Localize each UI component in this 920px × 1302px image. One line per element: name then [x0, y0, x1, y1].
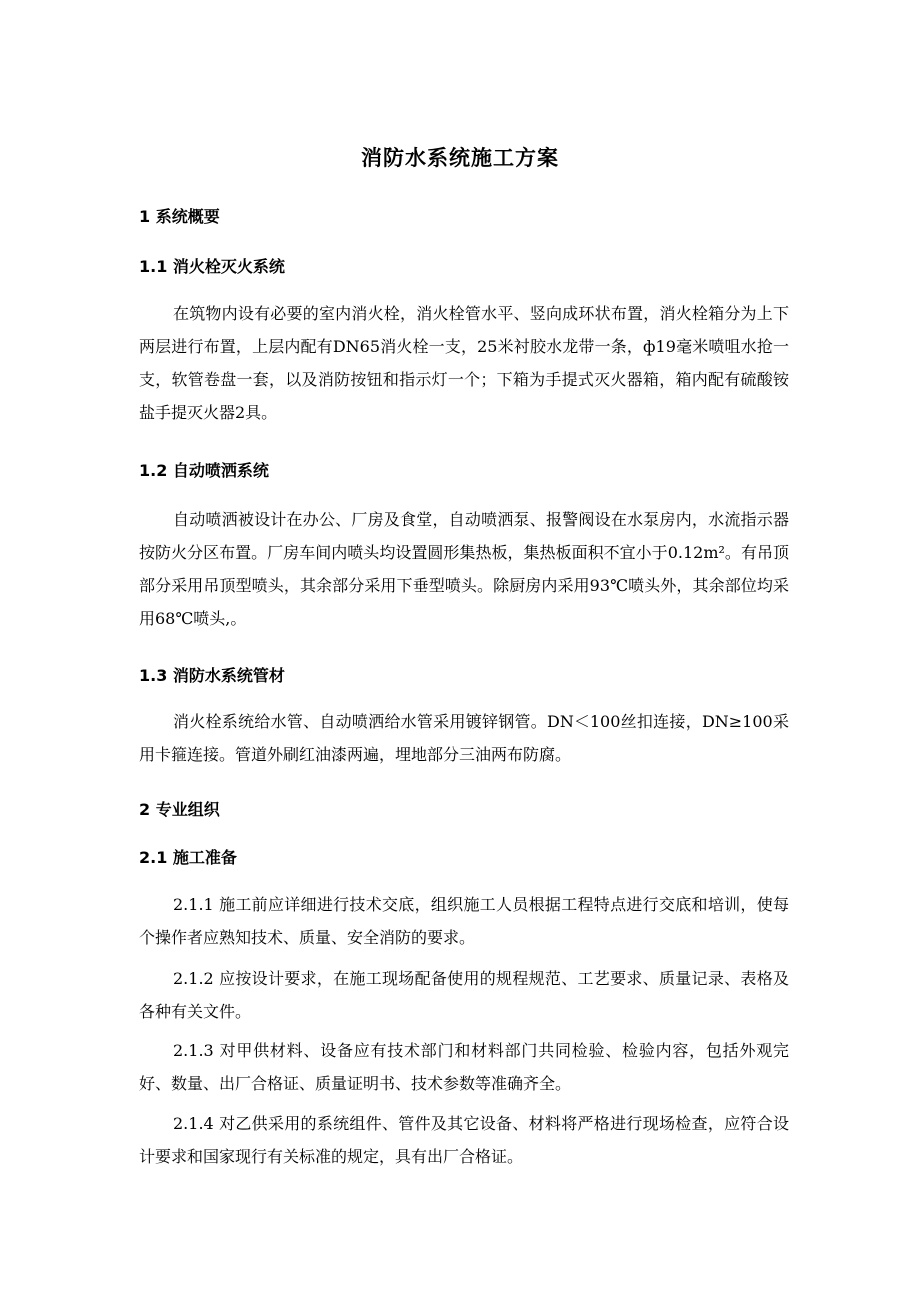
- section-heading-2-1: 2.1 施工准备: [139, 848, 237, 867]
- paragraph-2-1-1: 2.1.1 施工前应详细进行技术交底，组织施工人员根据工程特点进行交底和培训，使每个操作者应熟知技术、质量、安全消防的要求。: [139, 895, 789, 947]
- paragraph-2-1-2: 2.1.2 应按设计要求，在施工现场配备使用的规程规范、工艺要求、质量记录、表格及各种有关文件。: [139, 969, 789, 1021]
- paragraph-2-1-4: 2.1.4 对乙供采用的系统组件、管件及其它设备、材料将严格进行现场检查，应符合设计要求和国家现行有关标准的规定，具有出厂合格证。: [139, 1114, 789, 1166]
- section-heading-1-1: 1.1 消火栓灭火系统: [139, 257, 285, 276]
- section-heading-1: 1 系统概要: [139, 207, 220, 226]
- paragraph-1-2: 自动喷洒被设计在办公、厂房及食堂，自动喷洒泵、报警阀设在水泵房内，水流指示器按防火分区布置。厂房车间内喷头均设置圆形集热板，集热板面积不宜小于0.12m²。有吊顶部分采用吊顶型喷头，其余部分采用下垂型喷头。除厨房内采用93℃喷头外，其余部位均采用68℃喷头,。: [139, 510, 789, 628]
- paragraph-1-1: 在筑物内设有必要的室内消火栓，消火栓管水平、竖向成环状布置，消火栓箱分为上下两层进行布置，上层内配有DN65消火栓一支，25米衬胶水龙带一条，ф19毫米喷咀水抢一支，软管卷盘一套，以及消防按钮和指示灯一个；下箱为手提式灭火器箱，箱内配有硫酸铵盐手提灭火器2具。: [139, 304, 789, 422]
- section-heading-1-3: 1.3 消防水系统管材: [139, 666, 285, 685]
- paragraph-2-1-3: 2.1.3 对甲供材料、设备应有技术部门和材料部门共同检验、检验内容，包括外观完好、数量、出厂合格证、质量证明书、技术参数等准确齐全。: [139, 1041, 789, 1093]
- section-heading-2: 2 专业组织: [139, 800, 220, 819]
- section-heading-1-2: 1.2 自动喷洒系统: [139, 461, 269, 480]
- paragraph-1-3: 消火栓系统给水管、自动喷洒给水管采用镀锌钢管。DN＜100丝扣连接，DN≥100采用卡箍连接。管道外刷红油漆两遍，埋地部分三油两布防腐。: [139, 712, 789, 764]
- document-title: 消防水系统施工方案: [361, 146, 559, 170]
